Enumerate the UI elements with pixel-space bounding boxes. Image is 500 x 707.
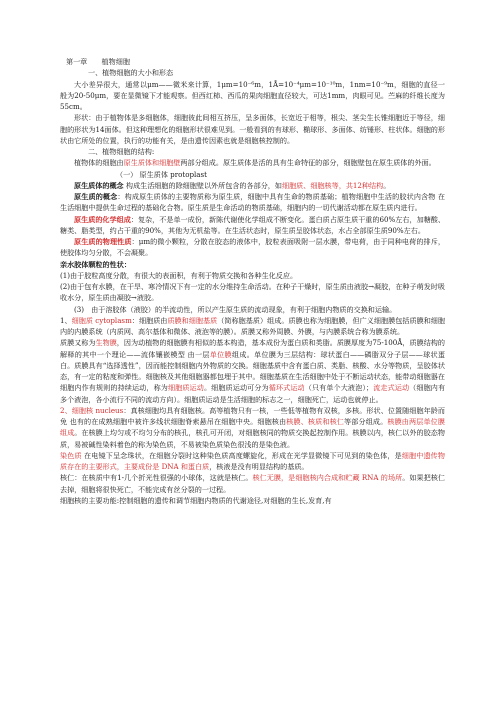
concept-protoplasm: 原生质的概念：构成原生质体的主要物质称为原生质，细胞中具有生命的物质基础；植物细胞中生活的胶状内含物 在生活细胞中提供生命过程的基础化合物。原生质是生命活动的物质基础，细胞内的一切代谢活动都在原生质内进行。 <box>60 192 445 213</box>
structure-paragraph: 植物体的细胞由原生质体和细胞壁两部分组成。原生质体是活的具有生命特征的部分，细胞壁包在原生质体的外面。 <box>74 158 436 168</box>
protoplasm-physics: 原生质的物理性质：μm的微小颗粒，分散在胶态的液体中，胶粒表面吸附一层水膜，带电荷，由于同种电荷的排斥，使胶体均匀分散，不会凝聚。 <box>60 237 445 258</box>
colloid-heading: 亲水胶体颗粒的性状： <box>60 259 131 269</box>
colloid-item-3: (3) 由于溶胶体（液胶）的半流动性，所以产生原生质的流动现象，有利于细胞内物质的交换和运输。 <box>74 304 397 314</box>
concept-protoplast: 原生质体的概念 构成生活细胞的除细胞壁以外所包含的各部分，如细胞质、细胞核等，共12种结构。 <box>74 180 391 190</box>
cytoplasm-paragraph: 1、细胞质 cytoplasm：细胞质由质膜和细胞基质（简称胞基质）组成。质膜也称为细胞膜，但广义细胞膜包括质膜和细胞内的内膜系统（内质网、高尔基体和微体、液泡等的膜）。质膜又称外周膜、外膜，与内膜系统合称为膜系统。 <box>60 315 446 336</box>
membrane-paragraph: 质膜又称为生物膜，因为动植物的细胞膜有相似的基本构造，基本成份为蛋白质和类脂。质膜厚度为75-100Å，质膜结构的解释的其中一个理论——流体镶嵌模型 由一层单位膜组成。单位膜为三层结构：球状蛋白——磷脂双分子层——球状蛋白。质膜具有“选择透性”，因而能控制细胞内外物质的交换。细胞基质中含有蛋白质、类脂、核酸、水分等物质，呈胶体状态，有一定的粘度和弹性。细胞核及其他细胞器都包埋于其中。细胞基质在生活细胞中处于不断运动状态，能带动细胞器在细胞内作有规则的持续运动，称为细胞质运动。细胞质运动可分为循环式运动（只有单个大液泡）；流走式运动（细胞内有多个液泡，各小流行不同的流动方向）。细胞质运动是生活细胞的标志之一，细胞死亡，运动也就停止。 <box>60 338 446 404</box>
chromatin-paragraph: 染色质 在电镜下呈念珠状，在细胞分裂时这种染色质高度螺旋化，形成在光学显微镜下可见到的染色体，是细胞中遗传物质存在的主要形式，主要成份是 DNA 和蛋白质，核液是没有明显结构的基质。 <box>60 450 445 471</box>
chapter-title <box>60 56 445 67</box>
nucleus-function-paragraph: 细胞核的主要功能:控制细胞的遗传和调节细胞内物质的代谢途径,对细胞的生长,发育,有 <box>60 495 332 505</box>
chapter-number: 第一章 <box>66 57 88 66</box>
nucleus-paragraph: 2、细胞核 nucleus：真核细胞均具有细胞核。高等植物只有一核，一些低等植物有双核，多核。形状、位置随细胞年龄而免 也有的在成熟细胞中被许多线状细胞脊索悬吊在细胞中央。细胞核由核膜、核质和核仁等部分组成。核膜由两层单位膜组成。在核膜上均匀或不均匀分布的核孔，核孔可开闭，对细胞核同的物质交换起控制作用。核膜以内，核仁以外的胶态物质，易被碱性染料着色的称为染色质，不易被染色质染色很浅的是染色液。 <box>60 405 446 449</box>
section-2-heading: 二、植物细胞的结构: <box>88 147 155 156</box>
nucleolus-paragraph: 核仁：在核质中有1-几个折光性很强的小球体，这就是核仁。核仁无膜，是细胞核内合成和贮藏 RNA 的场所。如果把核仁去掉，细胞将很快死亡，不能完成有丝分裂的一过程。 <box>60 473 445 494</box>
size-paragraph: 大小差异很大，通常以μm——微米来计算，1μm=10⁻⁶m，1Å=10⁻⁴μm=10⁻¹⁰m，1nm=10⁻⁹m，细胞的直径一般为20-50μm，要在显微镜下才能观察。但西红柿、西瓜的果肉细胞直径较大，可达1mm，肉眼可见。苎麻的纤维长度为55cm。 <box>60 79 445 111</box>
subsection-protoplast: （一） 原生质体 protoplast <box>116 169 208 179</box>
protoplasm-chemistry: 原生质的化学组成：复杂，不是单一成份，新陈代谢使化学组成不断变化。蛋白质占原生质干重的60%左右，加糖酸、糖类、脂类型，约占干重的90%，其他为无机盐等。在生活状态时，原生质呈胶体状态，水占全部原生质90%左右。 <box>60 214 446 235</box>
section-1-heading: 一、植物细胞的大小和形态 <box>88 68 174 78</box>
shape-paragraph: 形状：由于植物体是多细胞体，细胞彼此间相互挤压，呈多面体，长宽近于相等，根尖、茎尖生长锥细胞近于等径，细胞的形状为14面体。但这种理想化的细胞形状很难见到。一般看到的有球形、椭球形、多面体、纺锤形、柱状体。细胞的形状由它所处的位置，执行的功能有关，是由遗传因素也就是细胞核控制的。 <box>60 113 445 145</box>
document-page <box>60 56 445 506</box>
highlight-protoplast-wall: 原生质体和细胞壁 <box>123 158 181 168</box>
colloid-item-2: (2)由于包有水膜，在干旱、寒冷情况下有一定的水分维持生命活动。在种子干燥时，原生质由液胶→凝胶，在种子萌发时吸收水分，原生质由凝胶→液胶。 <box>60 282 445 303</box>
colloid-item-1: (1)由于胶粒高度分散，有很大的表面积，有利于物质交换和各种生化反应。 <box>60 270 298 280</box>
chapter-name: 植物细胞 <box>101 57 130 66</box>
